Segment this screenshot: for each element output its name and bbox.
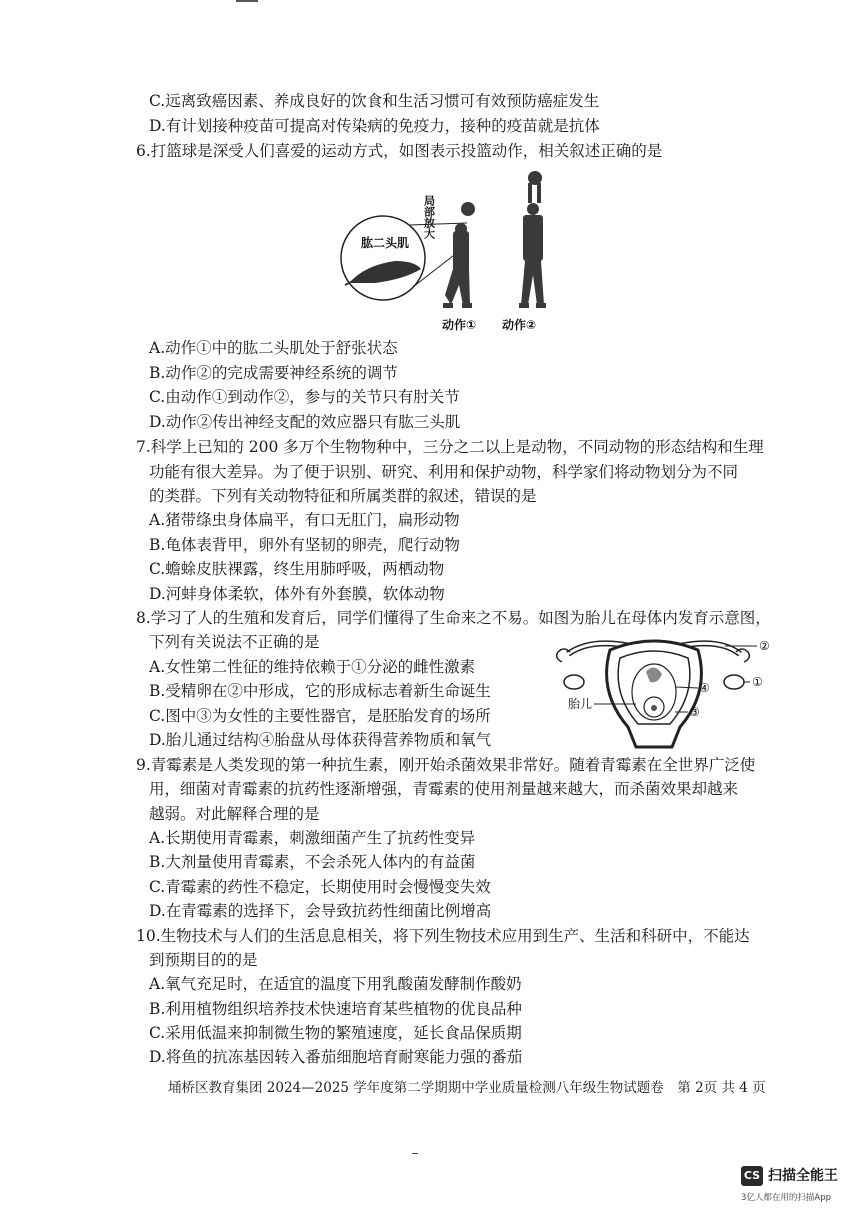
person-action-2	[519, 171, 546, 308]
scanner-watermark	[741, 1166, 851, 1206]
marker-1: ①	[752, 675, 763, 689]
question-8: 8.学习了人的生殖和发育后，同学们懂得了生命来之不易。如图为胎儿在母体内发育示意图，	[136, 609, 771, 627]
biceps-muscle	[349, 261, 421, 283]
ovary-right	[724, 675, 744, 689]
question-10: 10.生物技术与人们的生活息息相关，将下列生物技术应用到生产、生活和科研中，不能达	[136, 927, 750, 945]
option-b: B.动作②的完成需要神经系统的调节	[149, 364, 398, 382]
uterus-figure	[550, 632, 775, 750]
fetus-label: 胎儿	[568, 697, 593, 711]
question-10-cont: 到预期目的的是	[149, 951, 258, 969]
question-7-cont: 功能有很大差异。为了便于识别、研究、利用和保护动物，科学家们将动物划分为不同	[149, 463, 739, 481]
option-b: B.利用植物组织培养技术快速培育某些植物的优良品种	[149, 1000, 522, 1018]
top-mark	[236, 0, 258, 2]
zoom-label: 局部放大	[422, 195, 436, 239]
bottom-mark	[412, 1153, 418, 1154]
app-tagline: 3亿人都在用的扫描App	[741, 1193, 832, 1203]
action-1-label: 动作①	[442, 318, 477, 332]
option-d: D.动作②传出神经支配的效应器只有肱三头肌	[149, 413, 461, 431]
marker-3: ③	[689, 705, 700, 719]
option-text: D.有计划接种疫苗可提高对传染病的免疫力，接种的疫苗就是抗体	[149, 117, 600, 135]
option-d: D.在青霉素的选择下，会导致抗药性细菌比例增高	[149, 902, 492, 920]
option-a: A.动作①中的肱二头肌处于舒张状态	[149, 339, 398, 357]
option-a: A.女性第二性征的维持依赖于①分泌的雌性激素	[149, 658, 476, 676]
action-2-label: 动作②	[502, 318, 537, 332]
option-b: B.龟体表背甲，卵外有坚韧的卵壳，爬行动物	[149, 536, 460, 554]
option-d: D.胎儿通过结构④胎盘从母体获得营养物质和氧气	[149, 731, 492, 749]
question-8-cont: 下列有关说法不正确的是	[149, 633, 320, 651]
ovary-left	[564, 675, 584, 689]
muscle-label: 肱二头肌	[361, 236, 410, 250]
option-c: C.青霉素的药性不稳定，长期使用时会慢慢变失效	[149, 878, 491, 896]
option-a: A.氧气充足时，在适宜的温度下用乳酸菌发酵制作酸奶	[149, 975, 522, 993]
cs-logo-icon: CS	[741, 1166, 763, 1186]
option-a: A.长期使用青霉素，刺激细菌产生了抗药性变异	[149, 829, 476, 847]
basketball-figure	[335, 165, 565, 335]
question-7-cont: 的类群。下列有关动物特征和所属类群的叙述，错误的是	[149, 487, 537, 505]
question-9-cont: 用，细菌对青霉素的抗药性逐渐增强，青霉素的使用剂量越来越大，而杀菌效果却越来	[149, 780, 739, 798]
option-c: C.蟾蜍皮肤裸露，终生用肺呼吸，两栖动物	[149, 560, 445, 578]
marker-2: ②	[759, 639, 770, 653]
option-d: D.将鱼的抗冻基因转入番茄细胞培育耐寒能力强的番茄	[149, 1048, 523, 1066]
question-9: 9.青霉素是人类发现的第一种抗生素，刚开始杀菌效果非常好。随着青霉素在全世界广泛使	[136, 756, 756, 774]
question-6: 6.打篮球是深受人们喜爱的运动方式，如图表示投篮动作，相关叙述正确的是	[136, 142, 663, 160]
option-b: B.受精卵在②中形成，它的形成标志着新生命诞生	[149, 682, 491, 700]
marker-4: ④	[699, 681, 710, 695]
option-b: B.大剂量使用青霉素，不会杀死人体内的有益菌	[149, 853, 476, 871]
option-c: C.采用低温来抑制微生物的繁殖速度，延长食品保质期	[149, 1024, 522, 1042]
app-name: 扫描全能王	[768, 1168, 838, 1184]
option-c: C.由动作①到动作②，参与的关节只有肘关节	[149, 388, 460, 406]
page-footer: 埇桥区教育集团 2024—2025 学年度第二学期期中学业质量检测八年级生物试题卷 第 2页 共 4 页	[168, 1080, 766, 1096]
option-a: A.猪带绦虫身体扁平，有口无肛门，扁形动物	[149, 511, 460, 529]
question-9-cont: 越弱。对此解释合理的是	[149, 805, 320, 823]
person-action-1	[443, 202, 475, 308]
option-d: D.河蚌身体柔软，体外有外套膜，软体动物	[149, 585, 445, 603]
option-text: C.远离致癌因素、养成良好的饮食和生活习惯可有效预防癌症发生	[149, 92, 600, 110]
option-c: C.图中③为女性的主要性器官，是胚胎发育的场所	[149, 707, 491, 725]
zoom-circle	[341, 216, 425, 300]
question-7: 7.科学上已知的 200 多万个生物物种中，三分之二以上是动物，不同动物的形态结构和生理	[136, 438, 764, 456]
